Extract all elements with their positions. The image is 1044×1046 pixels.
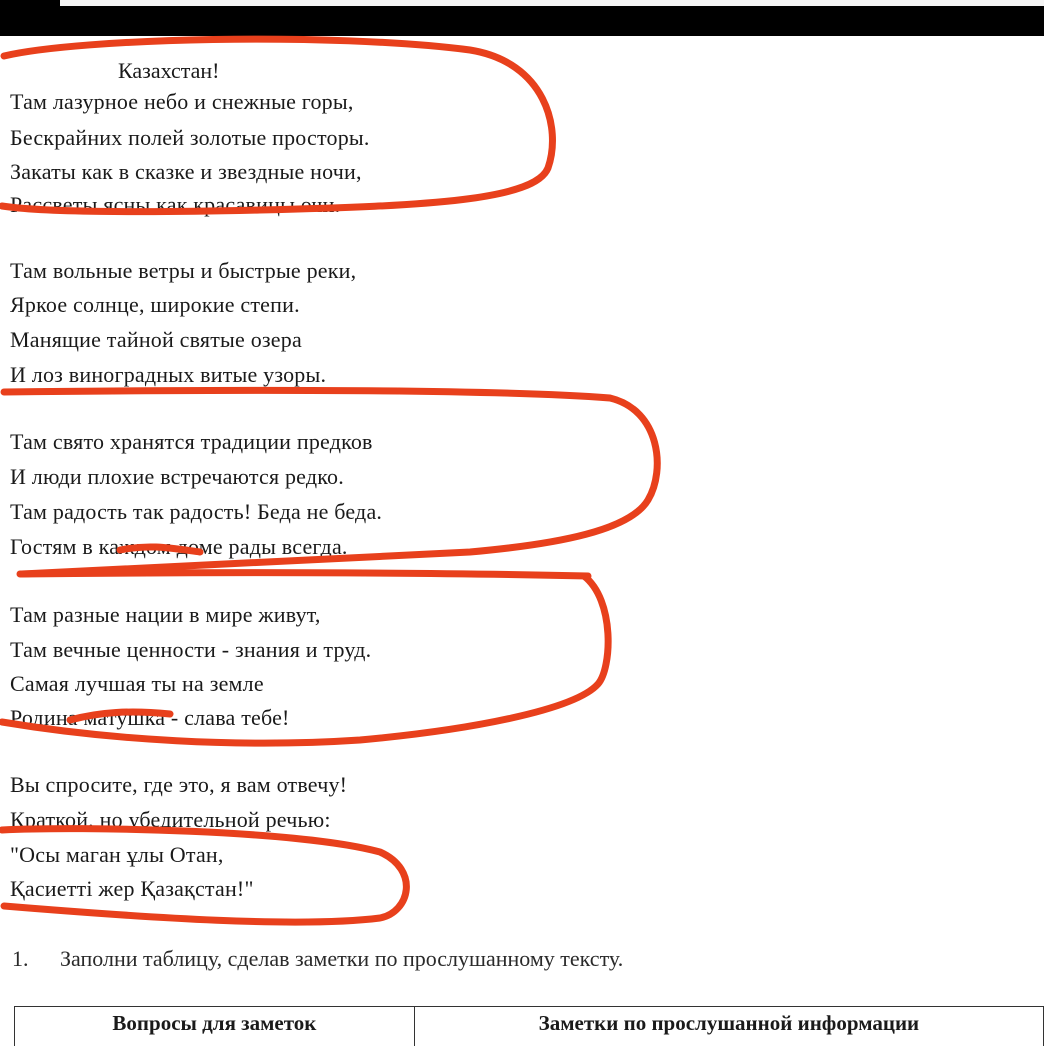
poem-line: Бескрайних полей золотые просторы. [10, 125, 370, 150]
poem-line: Закаты как в сказке и звездные ночи, [10, 159, 362, 184]
task-text: Заполни таблицу, сделав заметки по прослушанному тексту. [60, 946, 624, 971]
poem-line: Гостям в каждом доме рады всегда. [10, 534, 348, 559]
table-header-questions: Вопросы для заметок [15, 1007, 415, 1046]
top-light-strip [60, 0, 1044, 6]
poem-line: Родина матушка - слава тебе! [10, 705, 290, 730]
poem-line: Вы спросите, где это, я вам отвечу! [10, 772, 348, 797]
poem-line: Там лазурное небо и снежные горы, [10, 89, 354, 114]
poem-line: Қасиетті жер Қазақстан!" [10, 876, 254, 901]
poem-line: Там вечные ценности - знания и труд. [10, 637, 372, 662]
poem-line: Там разные нации в мире живут, [10, 602, 321, 627]
poem-line: Рассветы ясны как красавицы очи. [10, 192, 341, 217]
task-number: 1. [12, 946, 29, 971]
poem-line: Там свято хранятся традиции предков [10, 429, 373, 454]
poem-line: И люди плохие встречаются редко. [10, 464, 344, 489]
poem-line: Яркое солнце, широкие степи. [10, 292, 300, 317]
task-instruction [12, 944, 623, 974]
poem-line: Там радость так радость! Беда не беда. [10, 499, 383, 524]
ink-underline [20, 573, 588, 576]
table-header-notes: Заметки по прослушанной информации [414, 1007, 1043, 1046]
poem-line: "Осы маган ұлы Отан, [10, 842, 224, 867]
top-dark-bar [0, 0, 1044, 36]
poem-line: Самая лучшая ты на земле [10, 671, 264, 696]
poem-title: Казахстан! [118, 58, 220, 83]
poem-line: Манящие тайной святые озера [10, 327, 302, 352]
poem-line: Там вольные ветры и быстрые реки, [10, 258, 357, 283]
table-header-row [15, 1007, 1044, 1046]
poem-line: Краткой, но убедительной речью: [10, 807, 331, 832]
notes-table [14, 1006, 1044, 1046]
poem-line: И лоз виноградных витые узоры. [10, 362, 327, 387]
